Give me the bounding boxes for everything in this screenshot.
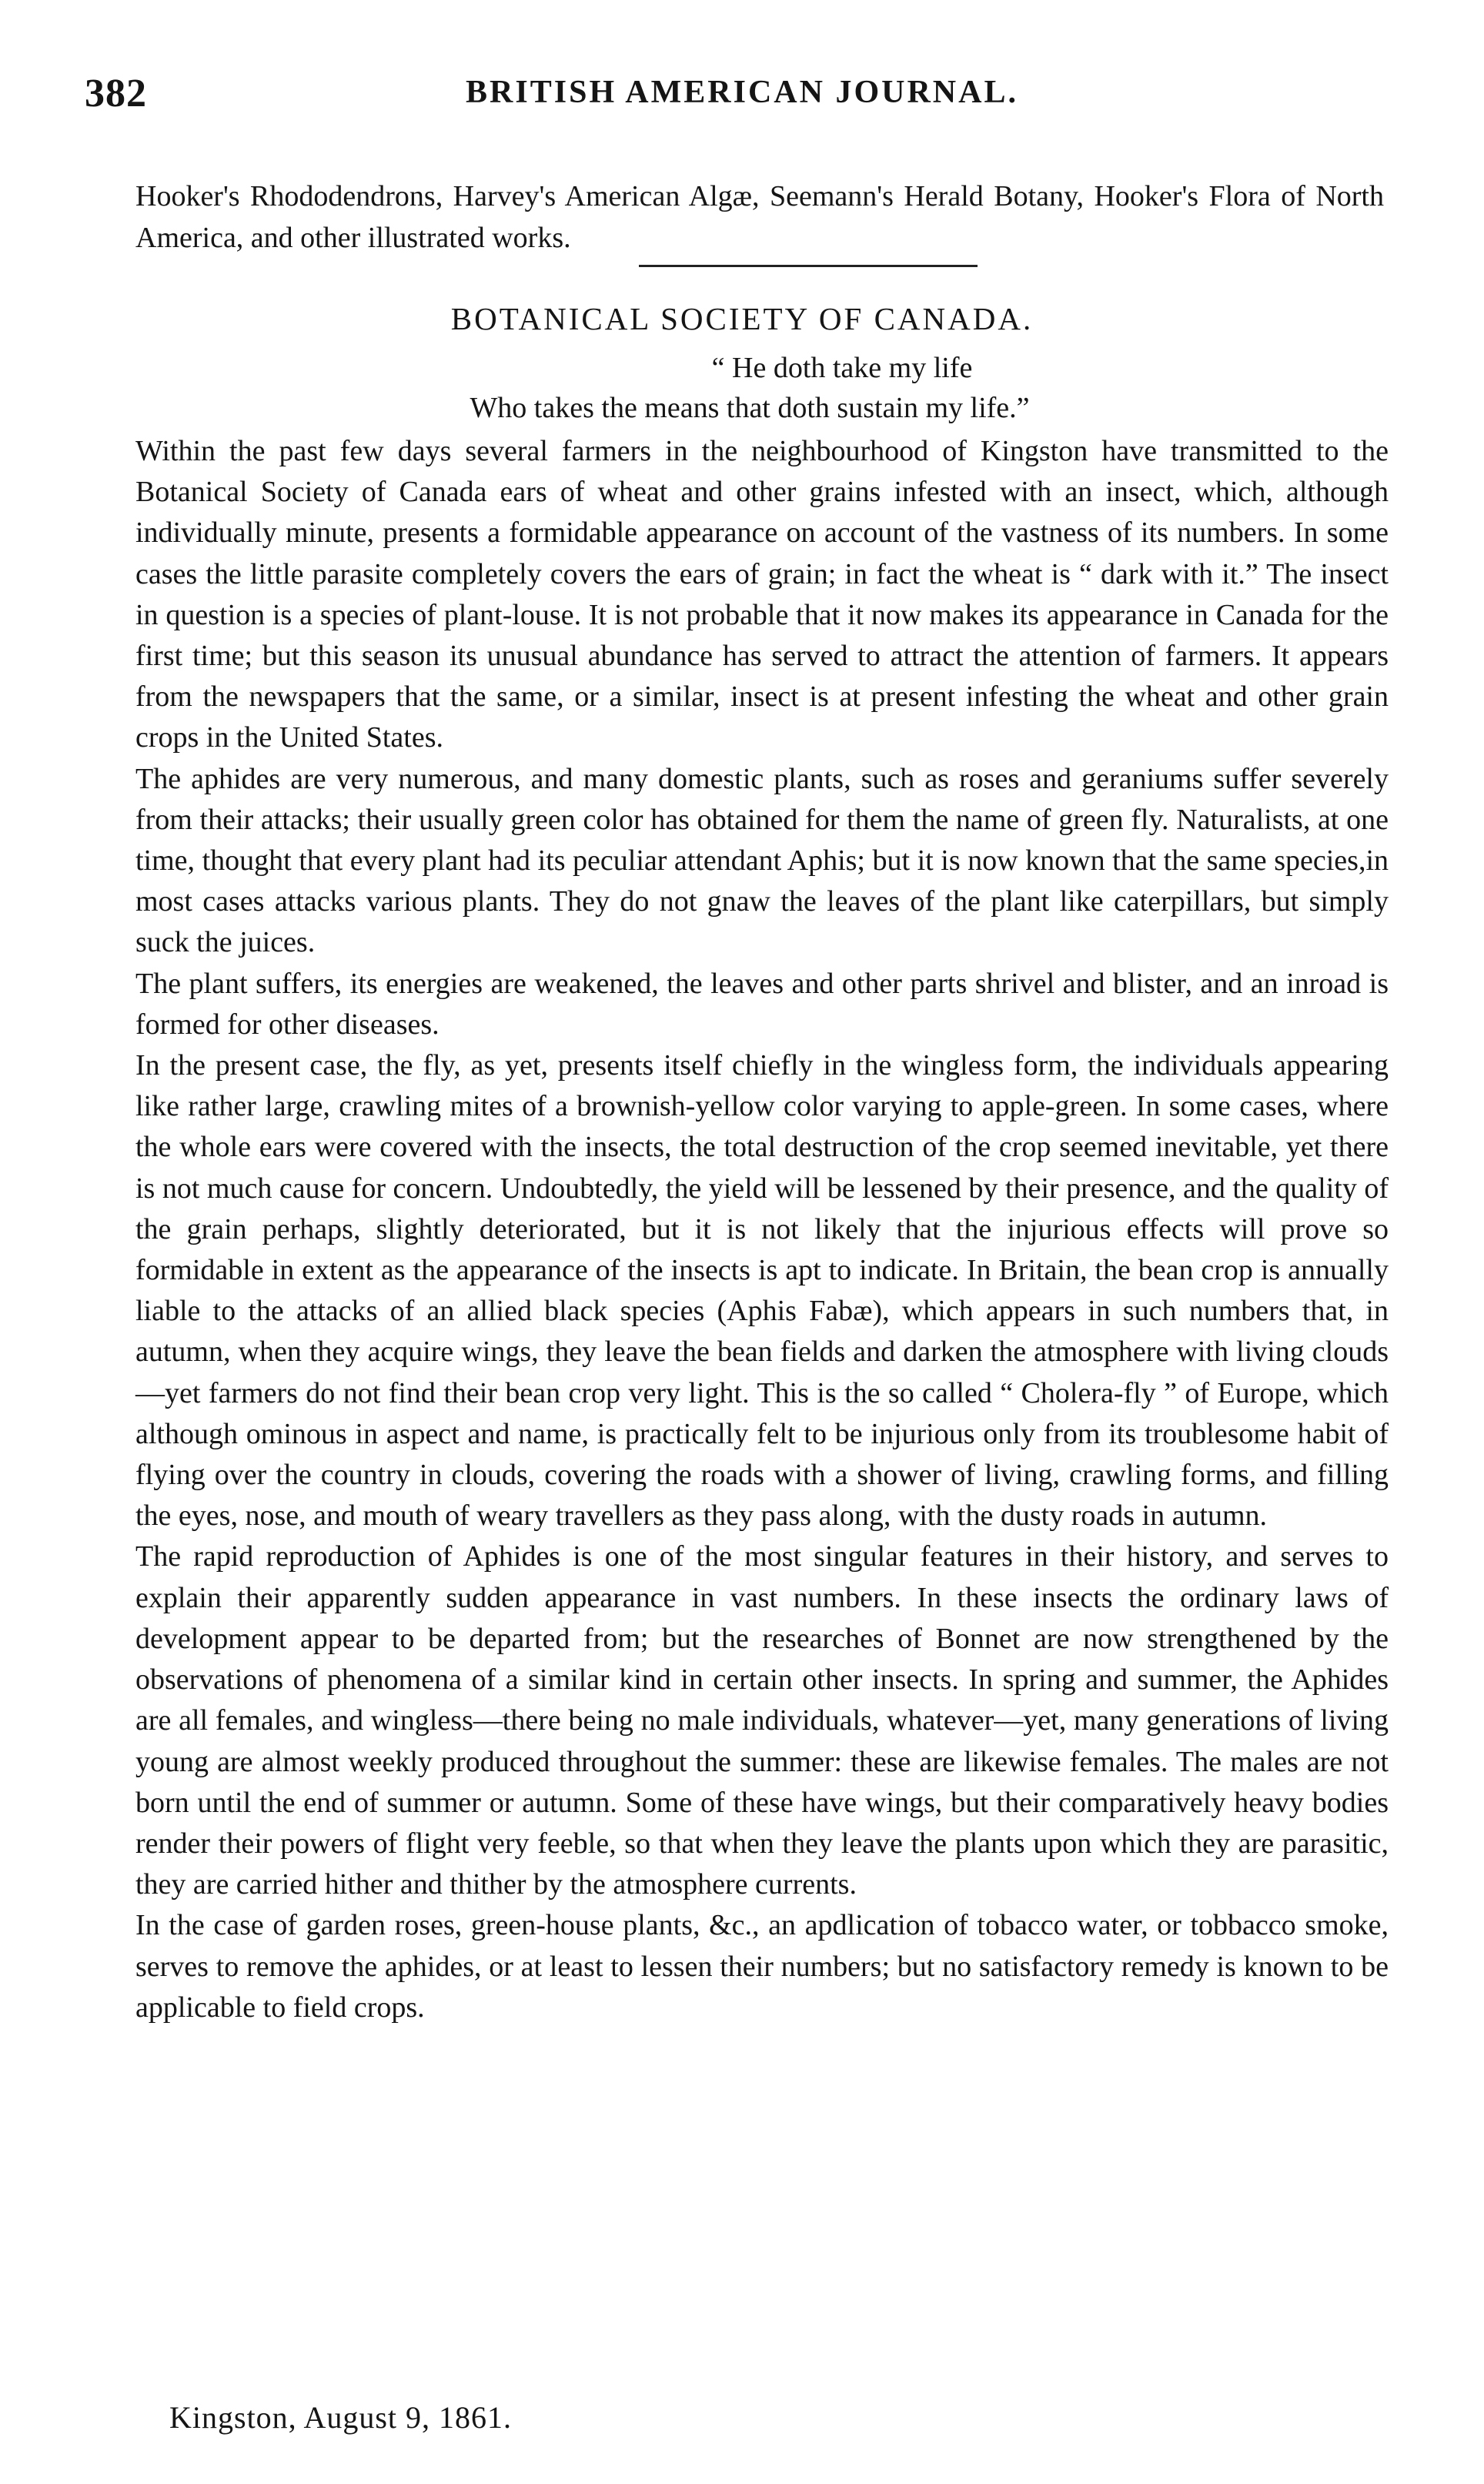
- epigraph-line-2: Who takes the means that doth sustain my life.”: [470, 392, 1030, 424]
- page-number: 382: [85, 72, 147, 115]
- body-paragraph: In the case of garden roses, green-house plants, &c., an apdlication of tobacco water, or tobbacco smoke, serves to remove the aphides, or at least to lessen their numbers; but no satisfactory remedy is known to be applicable to field crops.: [135, 1909, 1389, 2024]
- section-title: BOTANICAL SOCIETY OF CANADA.: [450, 301, 1034, 336]
- section-divider: [639, 265, 978, 267]
- intro-paragraph: Hooker's Rhododendrons, Harvey's American Algæ, Seemann's Herald Botany, Hooker's Flora of North America, and other illustrated works.: [135, 180, 1384, 254]
- running-head: [85, 71, 1399, 125]
- body-paragraph: In the present case, the fly, as yet, presents itself chiefly in the wingless form, the individuals appearing like rather large, crawling mites of a brownish-yellow color varying to apple-green. In some cases, where the whole ears were covered with the insects, the total destruction of the crop seemed inevitable, yet there is not much cause for concern. Undoubtedly, the yield will be lessened by their presence, and the quality of the grain perhaps, slightly deteriorated, but it is not likely that the injurious effects will prove so formidable in extent as the appearance of the insects is apt to indicate. In Britain, the bean crop is annually liable to the attacks of an allied black species (Aphis Fabæ), which appears in such numbers that, in autumn, when they acquire wings, they leave the bean fields and darken the atmosphere with living clouds—yet farmers do not find their bean crop very light. This is the so called “ Cholera-fly ” of Europe, which although ominous in aspect and name, is practically felt to be injurious only from its troublesome habit of flying over the country in clouds, covering the roads with a shower of living, crawling forms, and filling the eyes, nose, and mouth of weary travellers as they pass along, with the dusty roads in autumn.: [135, 1049, 1389, 1533]
- body-paragraph: The aphides are very numerous, and many domestic plants, such as roses and geraniums suffer severely from their attacks; their usually green color has obtained for them the name of green fly. Naturalists, at one time, thought that every plant had its peculiar attendant Aphis; but it is now known that the same species,in most cases attacks various plants. They do not gnaw the leaves of the plant like caterpillars, but simply suck the juices.: [135, 762, 1389, 959]
- body-paragraph: The plant suffers, its energies are weakened, the leaves and other parts shrivel and blister, and an inroad is formed for other diseases.: [135, 967, 1389, 1041]
- epigraph: [0, 348, 1484, 428]
- journal-title: BRITISH AMERICAN JOURNAL.: [466, 75, 1018, 110]
- body-paragraph: Within the past few days several farmers in the neighbourhood of Kingston have transmitted to the Botanical Society of Canada ears of wheat and other grains infested with an insect, which, although individually minute, presents a formidable appearance on account of the vastness of its numbers. In some cases the little parasite completely covers the ears of grain; in fact the wheat is “ dark with it.” The insect in question is a species of plant-louse. It is not probable that it now makes its appearance in Canada for the first time; but this season its unusual abundance has served to attract the attention of farmers. It appears from the newspapers that the same, or a similar, insect is at present infesting the wheat and other grain crops in the United States.: [135, 435, 1389, 754]
- body-paragraph: The rapid reproduction of Aphides is one of the most singular features in their history, and serves to explain their apparently sudden appearance in vast numbers. In these insects the ordinary laws of development appear to be departed from; but the researches of Bonnet are now strengthened by the observations of phenomena of a similar kind in certain other insects. In spring and summer, the Aphides are all females, and wingless—there being no male individuals, whatever—yet, many generations of living young are almost weekly produced throughout the summer: these are likewise females. The males are not born until the end of summer or autumn. Some of these have wings, but their comparatively heavy bodies render their powers of flight very feeble, so that when they leave the plants upon which they are parasitic, they are carried hither and thither by the atmosphere currents.: [135, 1540, 1389, 1901]
- epigraph-line-1: “ He doth take my life: [711, 352, 973, 384]
- dateline: Kingston, August 9, 1861.: [169, 2400, 513, 2435]
- article-body: [135, 431, 1389, 2028]
